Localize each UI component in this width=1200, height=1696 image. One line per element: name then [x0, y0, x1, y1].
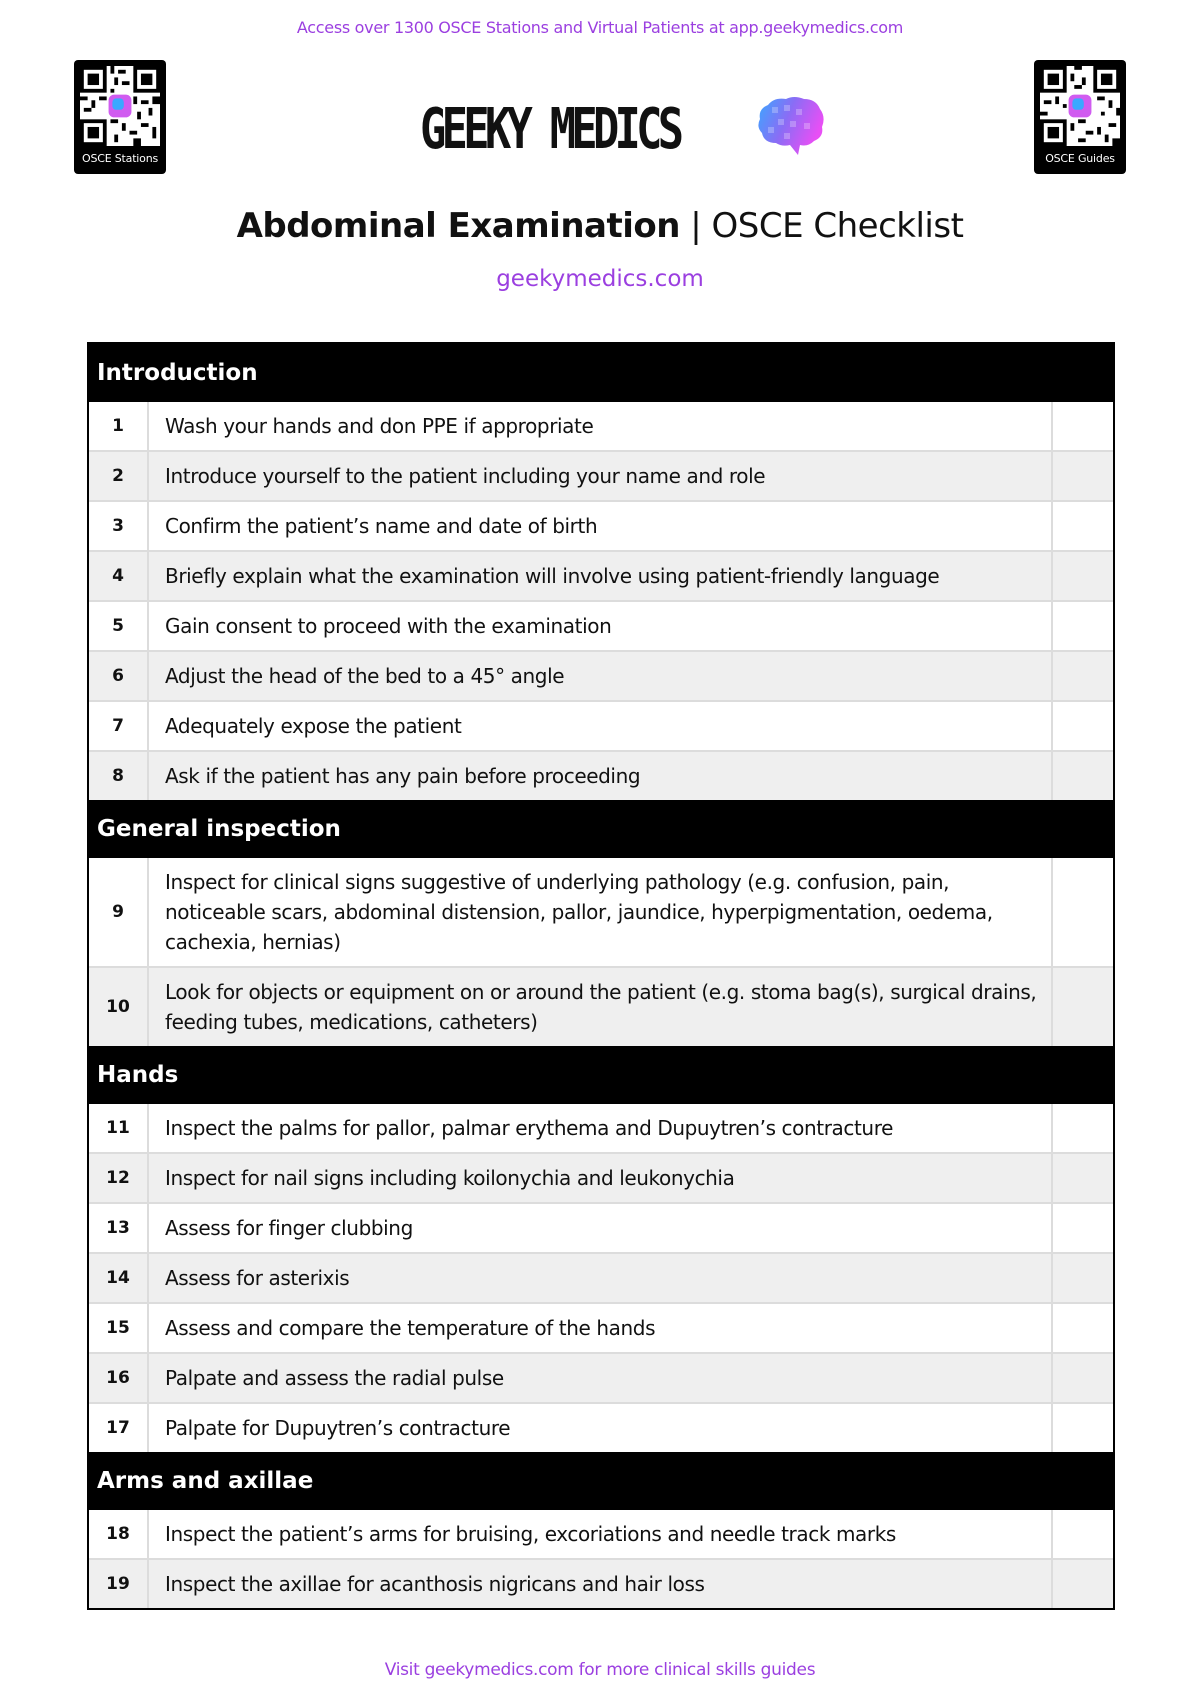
- item-number: 3: [89, 502, 149, 550]
- item-checkbox[interactable]: [1053, 502, 1113, 550]
- item-text: Inspect the palms for pallor, palmar erythema and Dupuytren’s contracture: [149, 1104, 1053, 1152]
- item-text: Inspect for nail signs including koilonychia and leukonychia: [149, 1154, 1053, 1202]
- item-checkbox[interactable]: [1053, 652, 1113, 700]
- item-checkbox[interactable]: [1053, 858, 1113, 966]
- item-number: 13: [89, 1204, 149, 1252]
- geeky-medics-logo[interactable]: [420, 94, 826, 164]
- section-general-inspection: [89, 800, 1113, 1046]
- item-text: Introduce yourself to the patient including your name and role: [149, 452, 1053, 500]
- checklist-row: [89, 1558, 1113, 1608]
- item-checkbox[interactable]: [1053, 1154, 1113, 1202]
- item-number: 2: [89, 452, 149, 500]
- item-checkbox[interactable]: [1053, 1510, 1113, 1558]
- checklist-row: [89, 1302, 1113, 1352]
- item-checkbox[interactable]: [1053, 1560, 1113, 1608]
- section-header: Introduction: [89, 344, 1113, 402]
- checklist-row: [89, 700, 1113, 750]
- item-number: 11: [89, 1104, 149, 1152]
- item-checkbox[interactable]: [1053, 602, 1113, 650]
- item-number: 4: [89, 552, 149, 600]
- item-checkbox[interactable]: [1053, 1204, 1113, 1252]
- item-number: 12: [89, 1154, 149, 1202]
- item-text: Look for objects or equipment on or around the patient (e.g. stoma bag(s), surgical drains, feeding tubes, medications, catheters): [149, 968, 1053, 1046]
- item-text: Inspect for clinical signs suggestive of underlying pathology (e.g. confusion, pain, noticeable scars, abdominal distension, pallor, jaundice, hyperpigmentation, oedema, cachexia, hernias): [149, 858, 1053, 966]
- item-checkbox[interactable]: [1053, 552, 1113, 600]
- item-number: 7: [89, 702, 149, 750]
- item-number: 1: [89, 402, 149, 450]
- checklist-row: [89, 858, 1113, 966]
- item-text: Adjust the head of the bed to a 45° angle: [149, 652, 1053, 700]
- item-text: Inspect the axillae for acanthosis nigricans and hair loss: [149, 1560, 1053, 1608]
- item-checkbox[interactable]: [1053, 452, 1113, 500]
- checklist-row: [89, 1402, 1113, 1452]
- checklist-table: [87, 342, 1115, 1610]
- checklist-row: [89, 966, 1113, 1046]
- section-header: Arms and axillae: [89, 1452, 1113, 1510]
- item-text: Gain consent to proceed with the examination: [149, 602, 1053, 650]
- item-text: Assess for asterixis: [149, 1254, 1053, 1302]
- item-text: Palpate for Dupuytren’s contracture: [149, 1404, 1053, 1452]
- item-text: Wash your hands and don PPE if appropriate: [149, 402, 1053, 450]
- qr-caption: OSCE Guides: [1045, 152, 1115, 165]
- item-number: 14: [89, 1254, 149, 1302]
- item-number: 10: [89, 968, 149, 1046]
- item-checkbox[interactable]: [1053, 1404, 1113, 1452]
- title-strong: Abdominal Examination: [236, 206, 680, 246]
- item-checkbox[interactable]: [1053, 1104, 1113, 1152]
- item-number: 8: [89, 752, 149, 800]
- checklist-row: [89, 402, 1113, 450]
- checklist-row: [89, 1152, 1113, 1202]
- item-text: Assess and compare the temperature of the hands: [149, 1304, 1053, 1352]
- item-number: 18: [89, 1510, 149, 1558]
- brain-icon: [754, 95, 826, 163]
- checklist-row: [89, 600, 1113, 650]
- item-text: Assess for finger clubbing: [149, 1204, 1053, 1252]
- item-checkbox[interactable]: [1053, 402, 1113, 450]
- item-checkbox[interactable]: [1053, 752, 1113, 800]
- item-number: 16: [89, 1354, 149, 1402]
- item-number: 6: [89, 652, 149, 700]
- qr-code-osce-guides[interactable]: [1034, 60, 1126, 174]
- checklist-row: [89, 1252, 1113, 1302]
- item-number: 17: [89, 1404, 149, 1452]
- checklist-row: [89, 550, 1113, 600]
- item-text: Ask if the patient has any pain before proceeding: [149, 752, 1053, 800]
- checklist-row: [89, 1510, 1113, 1558]
- item-text: Briefly explain what the examination will involve using patient-friendly language: [149, 552, 1053, 600]
- title-separator: |: [679, 206, 712, 246]
- item-text: Palpate and assess the radial pulse: [149, 1354, 1053, 1402]
- qr-code-icon: [80, 66, 160, 146]
- section-header: Hands: [89, 1046, 1113, 1104]
- footer-link[interactable]: Visit geekymedics.com for more clinical skills guides: [384, 1660, 816, 1680]
- checklist-row: [89, 450, 1113, 500]
- item-checkbox[interactable]: [1053, 1304, 1113, 1352]
- site-link[interactable]: geekymedics.com: [496, 266, 704, 292]
- top-banner-link[interactable]: Access over 1300 OSCE Stations and Virtual Patients at app.geekymedics.com: [296, 18, 904, 37]
- item-number: 15: [89, 1304, 149, 1352]
- item-text: Adequately expose the patient: [149, 702, 1053, 750]
- title-rest: OSCE Checklist: [711, 206, 964, 246]
- logo-text: GEEKY MEDICS: [420, 96, 680, 162]
- checklist-row: [89, 500, 1113, 550]
- page-title: [0, 206, 1200, 246]
- checklist-row: [89, 750, 1113, 800]
- item-number: 9: [89, 858, 149, 966]
- section-arms-and-axillae: [89, 1452, 1113, 1608]
- qr-code-osce-stations[interactable]: [74, 60, 166, 174]
- item-checkbox[interactable]: [1053, 968, 1113, 1046]
- section-header: General inspection: [89, 800, 1113, 858]
- checklist-row: [89, 1352, 1113, 1402]
- item-text: Inspect the patient’s arms for bruising, excoriations and needle track marks: [149, 1510, 1053, 1558]
- item-checkbox[interactable]: [1053, 1254, 1113, 1302]
- qr-caption: OSCE Stations: [81, 152, 158, 165]
- checklist-row: [89, 1104, 1113, 1152]
- checklist-row: [89, 1202, 1113, 1252]
- section-hands: [89, 1046, 1113, 1452]
- section-introduction: [89, 344, 1113, 800]
- qr-code-icon: [1040, 66, 1120, 146]
- checklist-row: [89, 650, 1113, 700]
- item-number: 19: [89, 1560, 149, 1608]
- item-checkbox[interactable]: [1053, 702, 1113, 750]
- item-checkbox[interactable]: [1053, 1354, 1113, 1402]
- item-text: Confirm the patient’s name and date of birth: [149, 502, 1053, 550]
- item-number: 5: [89, 602, 149, 650]
